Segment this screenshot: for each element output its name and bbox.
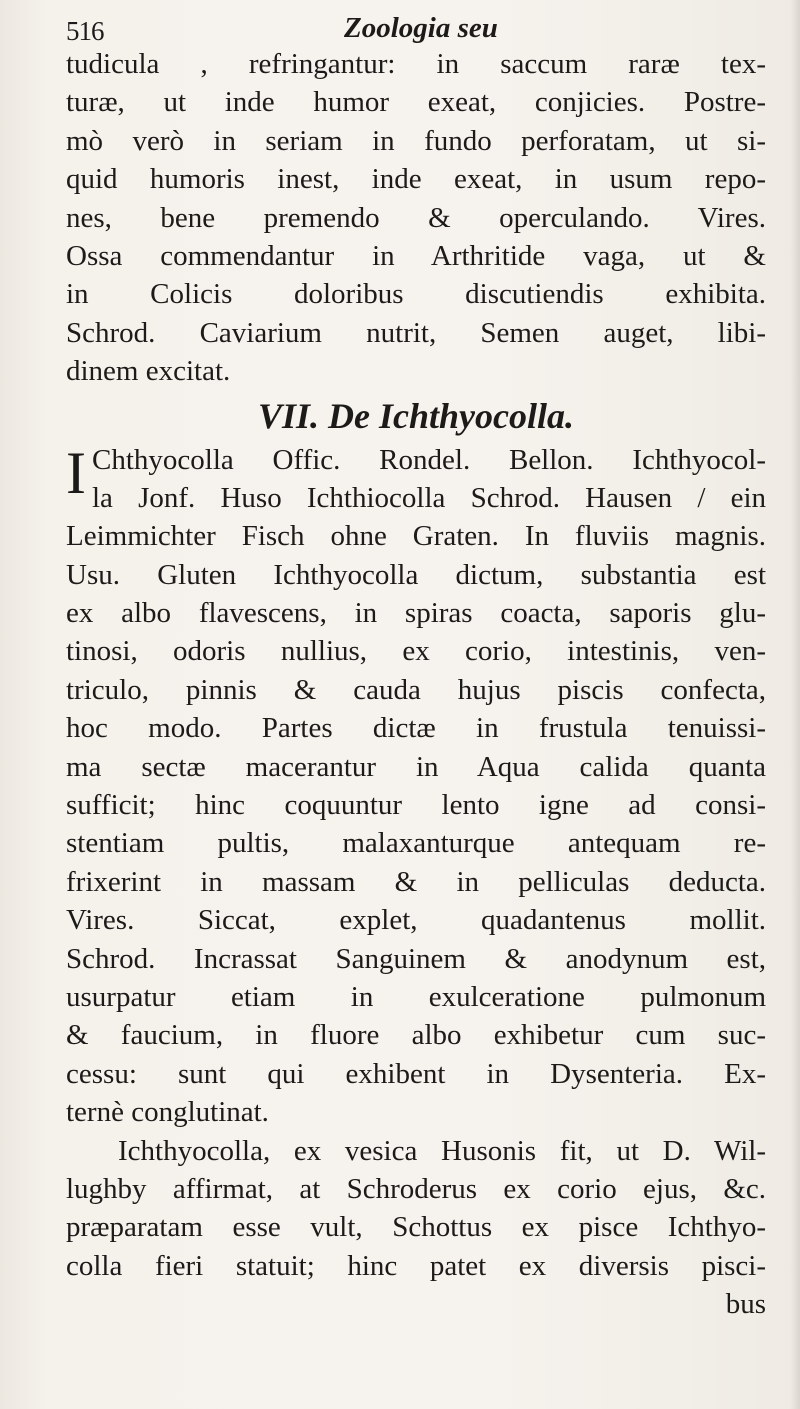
text-line: mò verò in seriam in fundo perforatam, ut si- — [66, 124, 766, 157]
text-line: lughby affirmat, at Schroderus ex corio ejus, &c. — [66, 1172, 766, 1205]
text-line: quid humoris inest, inde exeat, in usum repo- — [66, 163, 766, 196]
running-head: Zoologia seu — [344, 12, 498, 44]
text-line: Vires. Siccat, explet, quadantenus mollit. — [66, 904, 766, 937]
text-line: præparatam esse vult, Schottus ex pisce Ichthyo- — [66, 1211, 766, 1244]
text-line: Usu. Gluten Ichthyocolla dictum, substantia est — [66, 558, 766, 591]
text-line: & faucium, in fluore albo exhibetur cum suc- — [66, 1019, 766, 1052]
text-line: colla fieri statuit; hinc patet ex diversis pisci- — [66, 1249, 766, 1282]
text-line: usurpatur etiam in exulceratione pulmonum — [66, 980, 766, 1013]
text-block — [66, 45, 766, 1324]
page-edge-shadow — [790, 0, 800, 1409]
text-line: ternè conglutinat. — [66, 1096, 269, 1129]
text-line: la Jonf. Huso Ichthiocolla Schrod. Hausen / ein — [91, 481, 766, 514]
text-line: cessu: sunt qui exhibent in Dysenteria. Ex- — [66, 1057, 766, 1090]
text-line: tudicula , refringantur: in saccum raræ tex- — [66, 48, 766, 80]
text-line: triculo, pinnis & cauda hujus piscis confecta, — [66, 673, 766, 706]
text-line: Ossa commendantur in Arthritide vaga, ut & — [66, 239, 766, 272]
text-line: Chthyocolla Offic. Rondel. Bellon. Ichthyocol- — [91, 443, 766, 476]
text-line: Schrod. Caviarium nutrit, Semen auget, libi- — [66, 316, 766, 349]
text-line: in Colicis doloribus discutiendis exhibita. — [66, 278, 766, 311]
text-line: frixerint in massam & in pelliculas deducta. — [66, 865, 766, 898]
text-line: dinem excitat. — [66, 355, 231, 388]
text-line: ma sectæ macerantur in Aqua calida quanta — [66, 750, 766, 783]
text-line: ex albo flavescens, in spiras coacta, saporis glu- — [66, 597, 766, 630]
text-line: turæ, ut inde humor exeat, conjicies. Postre- — [66, 86, 766, 119]
page-number: 516 — [66, 16, 104, 46]
text-line: Schrod. Incrassat Sanguinem & anodynum est, — [66, 942, 766, 975]
section-heading: VII. De Ichthyocolla. — [257, 395, 574, 436]
text-line: Ichthyocolla, ex vesica Husonis fit, ut D. Wil- — [118, 1134, 766, 1167]
text-line: sufficit; hinc coquuntur lento igne ad consi- — [66, 789, 766, 822]
catchword: bus — [725, 1288, 766, 1321]
drop-cap-block — [66, 441, 766, 518]
text-line: tinosi, odoris nullius, ex corio, intestinis, ven- — [66, 635, 766, 668]
drop-cap: I — [66, 439, 86, 506]
text-line: hoc modo. Partes dictæ in frustula tenuissi- — [66, 712, 766, 745]
text-line: nes, bene premendo & operculando. Vires. — [66, 201, 766, 234]
text-line: Leimmichter Fisch ohne Graten. In fluviis magnis. — [66, 520, 766, 553]
text-line: stentiam pultis, malaxanturque antequam re- — [66, 827, 766, 860]
